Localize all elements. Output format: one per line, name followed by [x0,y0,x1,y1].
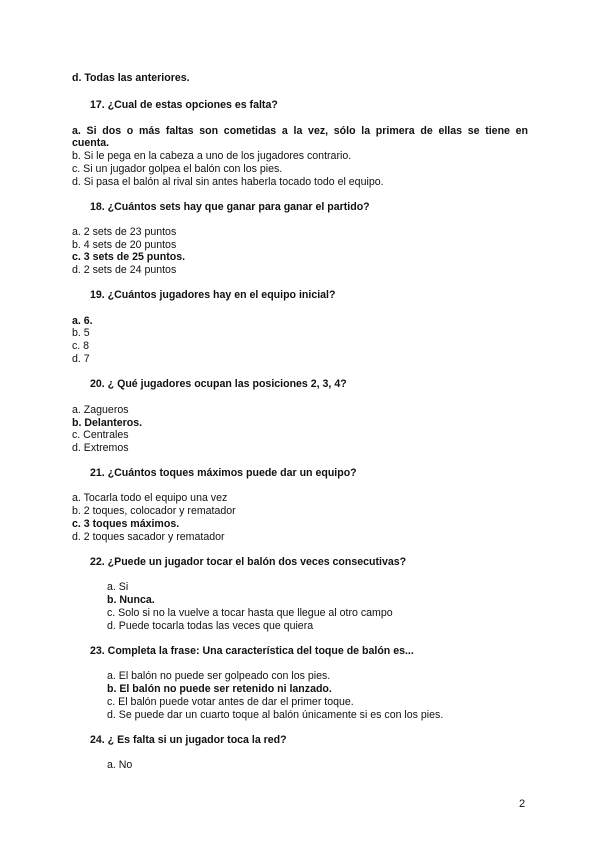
q23-option-b: b. El balón no puede ser retenido ni lanzado. [107,683,332,695]
q19-option-c: c. 8 [72,340,90,352]
q21-option-a: a. Tocarla todo el equipo una vez [72,492,228,504]
q22-option-c: c. Solo si no la vuelve a tocar hasta que llegue al otro campo [107,607,393,619]
q23-option-a: a. El balón no puede ser golpeado con los pies. [107,670,331,682]
q24-option-a: a. No [107,759,133,771]
q18-option-b: b. 4 sets de 20 puntos [72,239,177,251]
q17-option-a-line1: a. Si dos o más faltas son cometidas a la vez, sólo la primera de ellas se tiene en [72,125,528,137]
q19-option-b: b. 5 [72,327,90,339]
q19-option-a: a. 6. [72,315,93,327]
question-18-title: 18. ¿Cuántos sets hay que ganar para ganar el partido? [90,201,370,213]
q19-option-d: d. 7 [72,353,90,365]
q17-option-b: b. Si le pega en la cabeza a uno de los jugadores contrario. [72,150,352,162]
question-19-title: 19. ¿Cuántos jugadores hay en el equipo inicial? [90,289,336,301]
q17-option-c: c. Si un jugador golpea el balón con los pies. [72,163,283,175]
q17-option-d: d. Si pasa el balón al rival sin antes haberla tocado todo el equipo. [72,176,384,188]
q23-option-c: c. El balón puede votar antes de dar el primer toque. [107,696,354,708]
q22-option-b: b. Nunca. [107,594,155,606]
q22-option-d: d. Puede tocarla todas las veces que quiera [107,620,314,632]
q23-option-d: d. Se puede dar un cuarto toque al balón únicamente si es con los pies. [107,709,444,721]
question-17-title: 17. ¿Cual de estas opciones es falta? [90,99,278,111]
q21-option-c: c. 3 toques máximos. [72,518,180,530]
question-20-title: 20. ¿ Qué jugadores ocupan las posiciones 2, 3, 4? [90,378,347,390]
q21-option-d: d. 2 toques sacador y rematador [72,531,225,543]
question-24-title: 24. ¿ Es falta si un jugador toca la red? [90,734,287,746]
page-number: 2 [519,798,526,810]
q20-option-d: d. Extremos [72,442,129,454]
q20-option-c: c. Centrales [72,429,129,441]
q17-option-a-line2: cuenta. [72,137,110,149]
q18-option-c: c. 3 sets de 25 puntos. [72,251,186,263]
q21-option-b: b. 2 toques, colocador y rematador [72,505,236,517]
question-22-title: 22. ¿Puede un jugador tocar el balón dos veces consecutivas? [90,556,407,568]
answer-d-all-previous: d. Todas las anteriores. [72,72,190,84]
q20-option-b: b. Delanteros. [72,417,143,429]
q18-option-d: d. 2 sets de 24 puntos [72,264,177,276]
question-23-title: 23. Completa la frase: Una característica del toque de balón es... [90,645,414,657]
q22-option-a: a. Si [107,581,129,593]
q20-option-a: a. Zagueros [72,404,129,416]
question-21-title: 21. ¿Cuántos toques máximos puede dar un equipo? [90,467,357,479]
q18-option-a: a. 2 sets de 23 puntos [72,226,177,238]
